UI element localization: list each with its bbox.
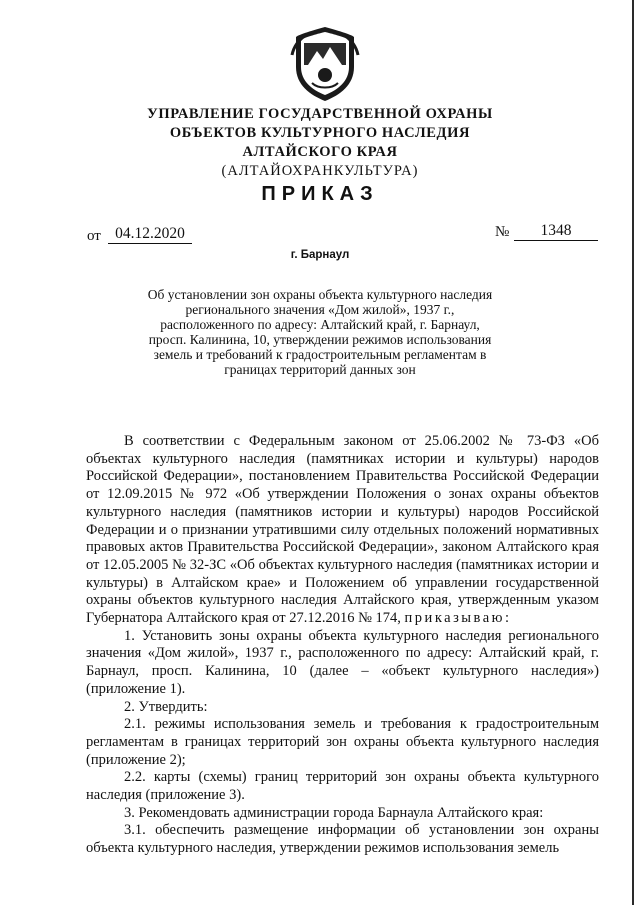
title-line: земель и требований к градостроительным регламентам в [153,347,487,362]
title-line: регионального значения «Дом жилой», 1937 г., [185,302,455,317]
org-name-line: УПРАВЛЕНИЕ ГОСУДАРСТВЕННОЙ ОХРАНЫ [147,106,493,122]
item-2: 2. Утвердить: [124,698,208,715]
item-2-2: 2.2. карты (схемы) границ территорий зон охраны объекта культурного наследия (приложение 3). [86,769,599,804]
number-value: 1348 [514,221,598,241]
number-label: № [495,224,510,240]
item-3-1: 3.1. обеспечить размещение информации об установлении зон охраны объекта культурного наследия, утверждении режимов использования земель [86,822,599,857]
item-1: 1. Установить зоны охраны объекта культурного наследия регионального значения «Дом жилой», 1937 г., расположенного по адресу: Алтайский край, г. Барнаул, просп. Калинина, 10 (далее – «объект культурного наследия») (приложение 1). [86,627,599,697]
title-line: расположенного по адресу: Алтайский край, г. Барнаул, [160,317,480,332]
preamble-paragraph [86,433,599,628]
date-label: от [87,228,101,244]
item-3: 3. Рекомендовать администрации города Барнаула Алтайского края: [124,804,544,821]
order-word: приказываю: [404,610,512,627]
page-edge [632,0,634,905]
org-short-name: (АЛТАЙОХРАНКУЛЬТУРА) [221,163,419,179]
org-name-line: АЛТАЙСКОГО КРАЯ [242,144,398,160]
title-line: Об установлении зон охраны объекта культурного наследия [147,287,493,302]
org-name-line: ОБЪЕКТОВ КУЛЬТУРНОГО НАСЛЕДИЯ [169,125,471,141]
title-line: границах территорий данных зон [224,362,416,377]
altai-coat-of-arms-emblem [290,25,360,103]
document-type-heading: ПРИКАЗ [261,183,379,205]
title-line: просп. Калинина, 10, утверждении режимов использования [148,332,492,347]
date-value: 04.12.2020 [108,224,192,244]
city-label: г. Барнаул [290,249,350,261]
order-body [86,433,599,858]
item-2-1: 2.1. режимы использования земель и требования к градостроительным регламентам в границах территорий зон охраны объекта культурного наследия (приложение 2); [86,716,599,768]
order-title [110,287,530,377]
preamble-text: В соответствии с Федеральным законом от 25.06.2002 № 73-ФЗ «Об объектах культурного наследия (памятниках истории и культуры) народов Российской Федерации», постановлением Правительства Российской Федерации от 12.09.2015 № 972 «Об утверждении Положения о зонах охраны объектов культурного наследия (памятников истории и культуры) народов Российской Федерации и о признании утратившими силу отдельных положений нормативных правовых актов Правительства Российской Федерации», законом Алтайского края от 12.05.2005 № 32-ЗС «Об объектах культурного наследия (памятниках истории и культуры) в Алтайском крае» и Положением об управлении государственной охраны объектов культурного наследия Алтайского края, утвержденным указом Губернатора Алтайского края от 27.12.2016 № 174, [86,433,599,627]
